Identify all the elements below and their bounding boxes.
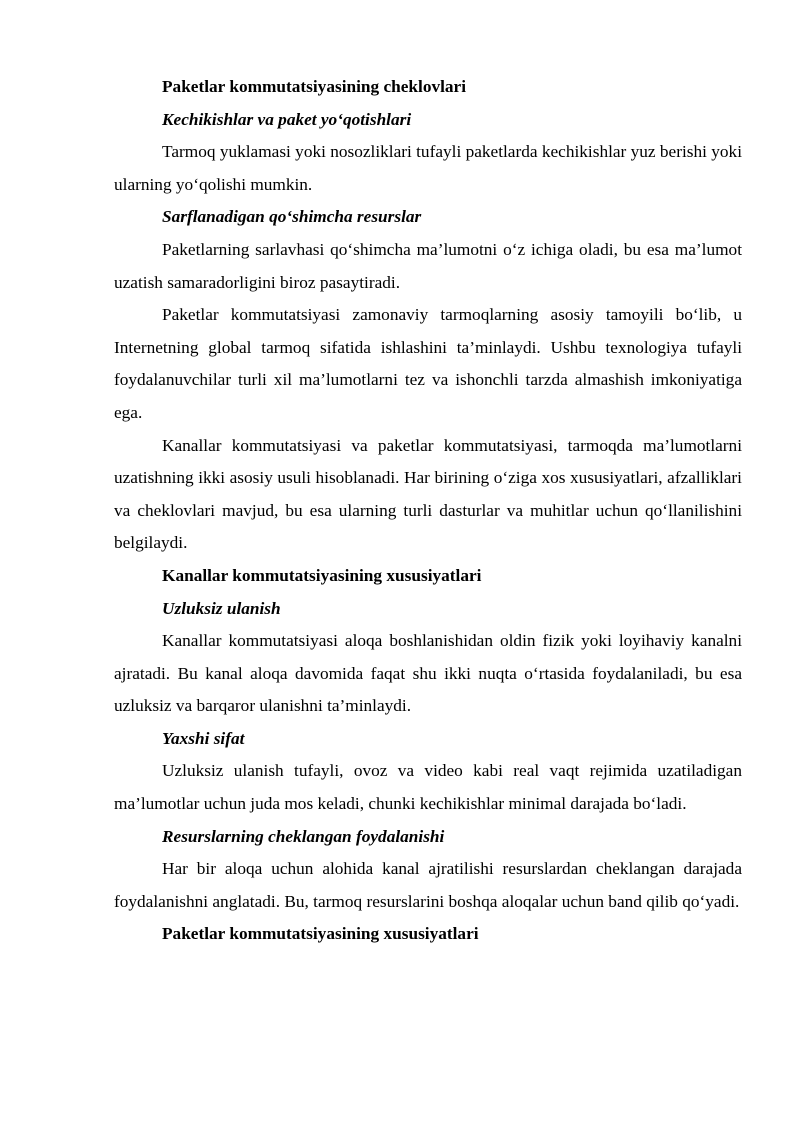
paragraph: Kanallar kommutatsiyasi aloqa boshlanishidan oldin fizik yoki loyihaviy kanalni ajratadi. Bu kanal aloqa davomida faqat shu ikki nuqta o‘rtasida foydalaniladi, bu esa uzluksiz va barqaror ulanishni ta’minlaydi. [114,631,742,716]
paragraph: Paketlarning sarlavhasi qo‘shimcha ma’lumotni o‘z ichiga oladi, bu esa ma’lumot uzatish samaradorligini biroz pasaytiradi. [114,239,742,292]
paragraph: Uzluksiz ulanish tufayli, ovoz va video kabi real vaqt rejimida uzatiladigan ma’lumotlar uchun juda mos keladi, chunki kechikishlar minimal darajada bo‘ladi. [114,761,742,814]
section-heading: Paketlar kommutatsiyasining xususiyatlari [162,924,479,944]
subsection-heading: Resurslarning cheklangan foydalanishi [162,826,445,846]
paragraph: Kanallar kommutatsiyasi va paketlar kommutatsiyasi, tarmoqda ma’lumotlarni uzatishning ikki asosiy usuli hisoblanadi. Har birining o‘ziga xos xususiyatlari, afzalliklari va cheklovlari mavjud, bu esa ularning turli dasturlar va muhitlar uchun qo‘llanilishini belgilaydi. [114,435,742,553]
subsection-heading: Uzluksiz ulanish [162,598,281,618]
paragraph: Tarmoq yuklamasi yoki nosozliklari tufayli paketlarda kechikishlar yuz berishi yoki ularning yo‘qolishi mumkin. [114,142,742,194]
document-body [114,71,742,951]
section-heading: Paketlar kommutatsiyasining cheklovlari [162,77,467,96]
subsection-heading: Kechikishlar va paket yo‘qotishlari [162,109,412,129]
paragraph: Paketlar kommutatsiyasi zamonaviy tarmoqlarning asosiy tamoyili bo‘lib, u Internetning global tarmoq sifatida ishlashini ta’minlaydi. Ushbu texnologiya tufayli foydalanuvchilar turli xil ma’lumotlarni tez va ishonchli tarzda almashish imkoniyatiga ega. [114,305,742,422]
paragraph: Har bir aloqa uchun alohida kanal ajratilishi resurslardan cheklangan darajada foydalanishni anglatadi. Bu, tarmoq resurslarini boshqa aloqalar uchun band qilib qo‘yadi. [114,859,742,911]
subsection-heading: Sarflanadigan qo‘shimcha resurslar [162,207,422,227]
subsection-heading: Yaxshi sifat [162,728,245,748]
section-heading: Kanallar kommutatsiyasining xususiyatlari [162,565,482,585]
